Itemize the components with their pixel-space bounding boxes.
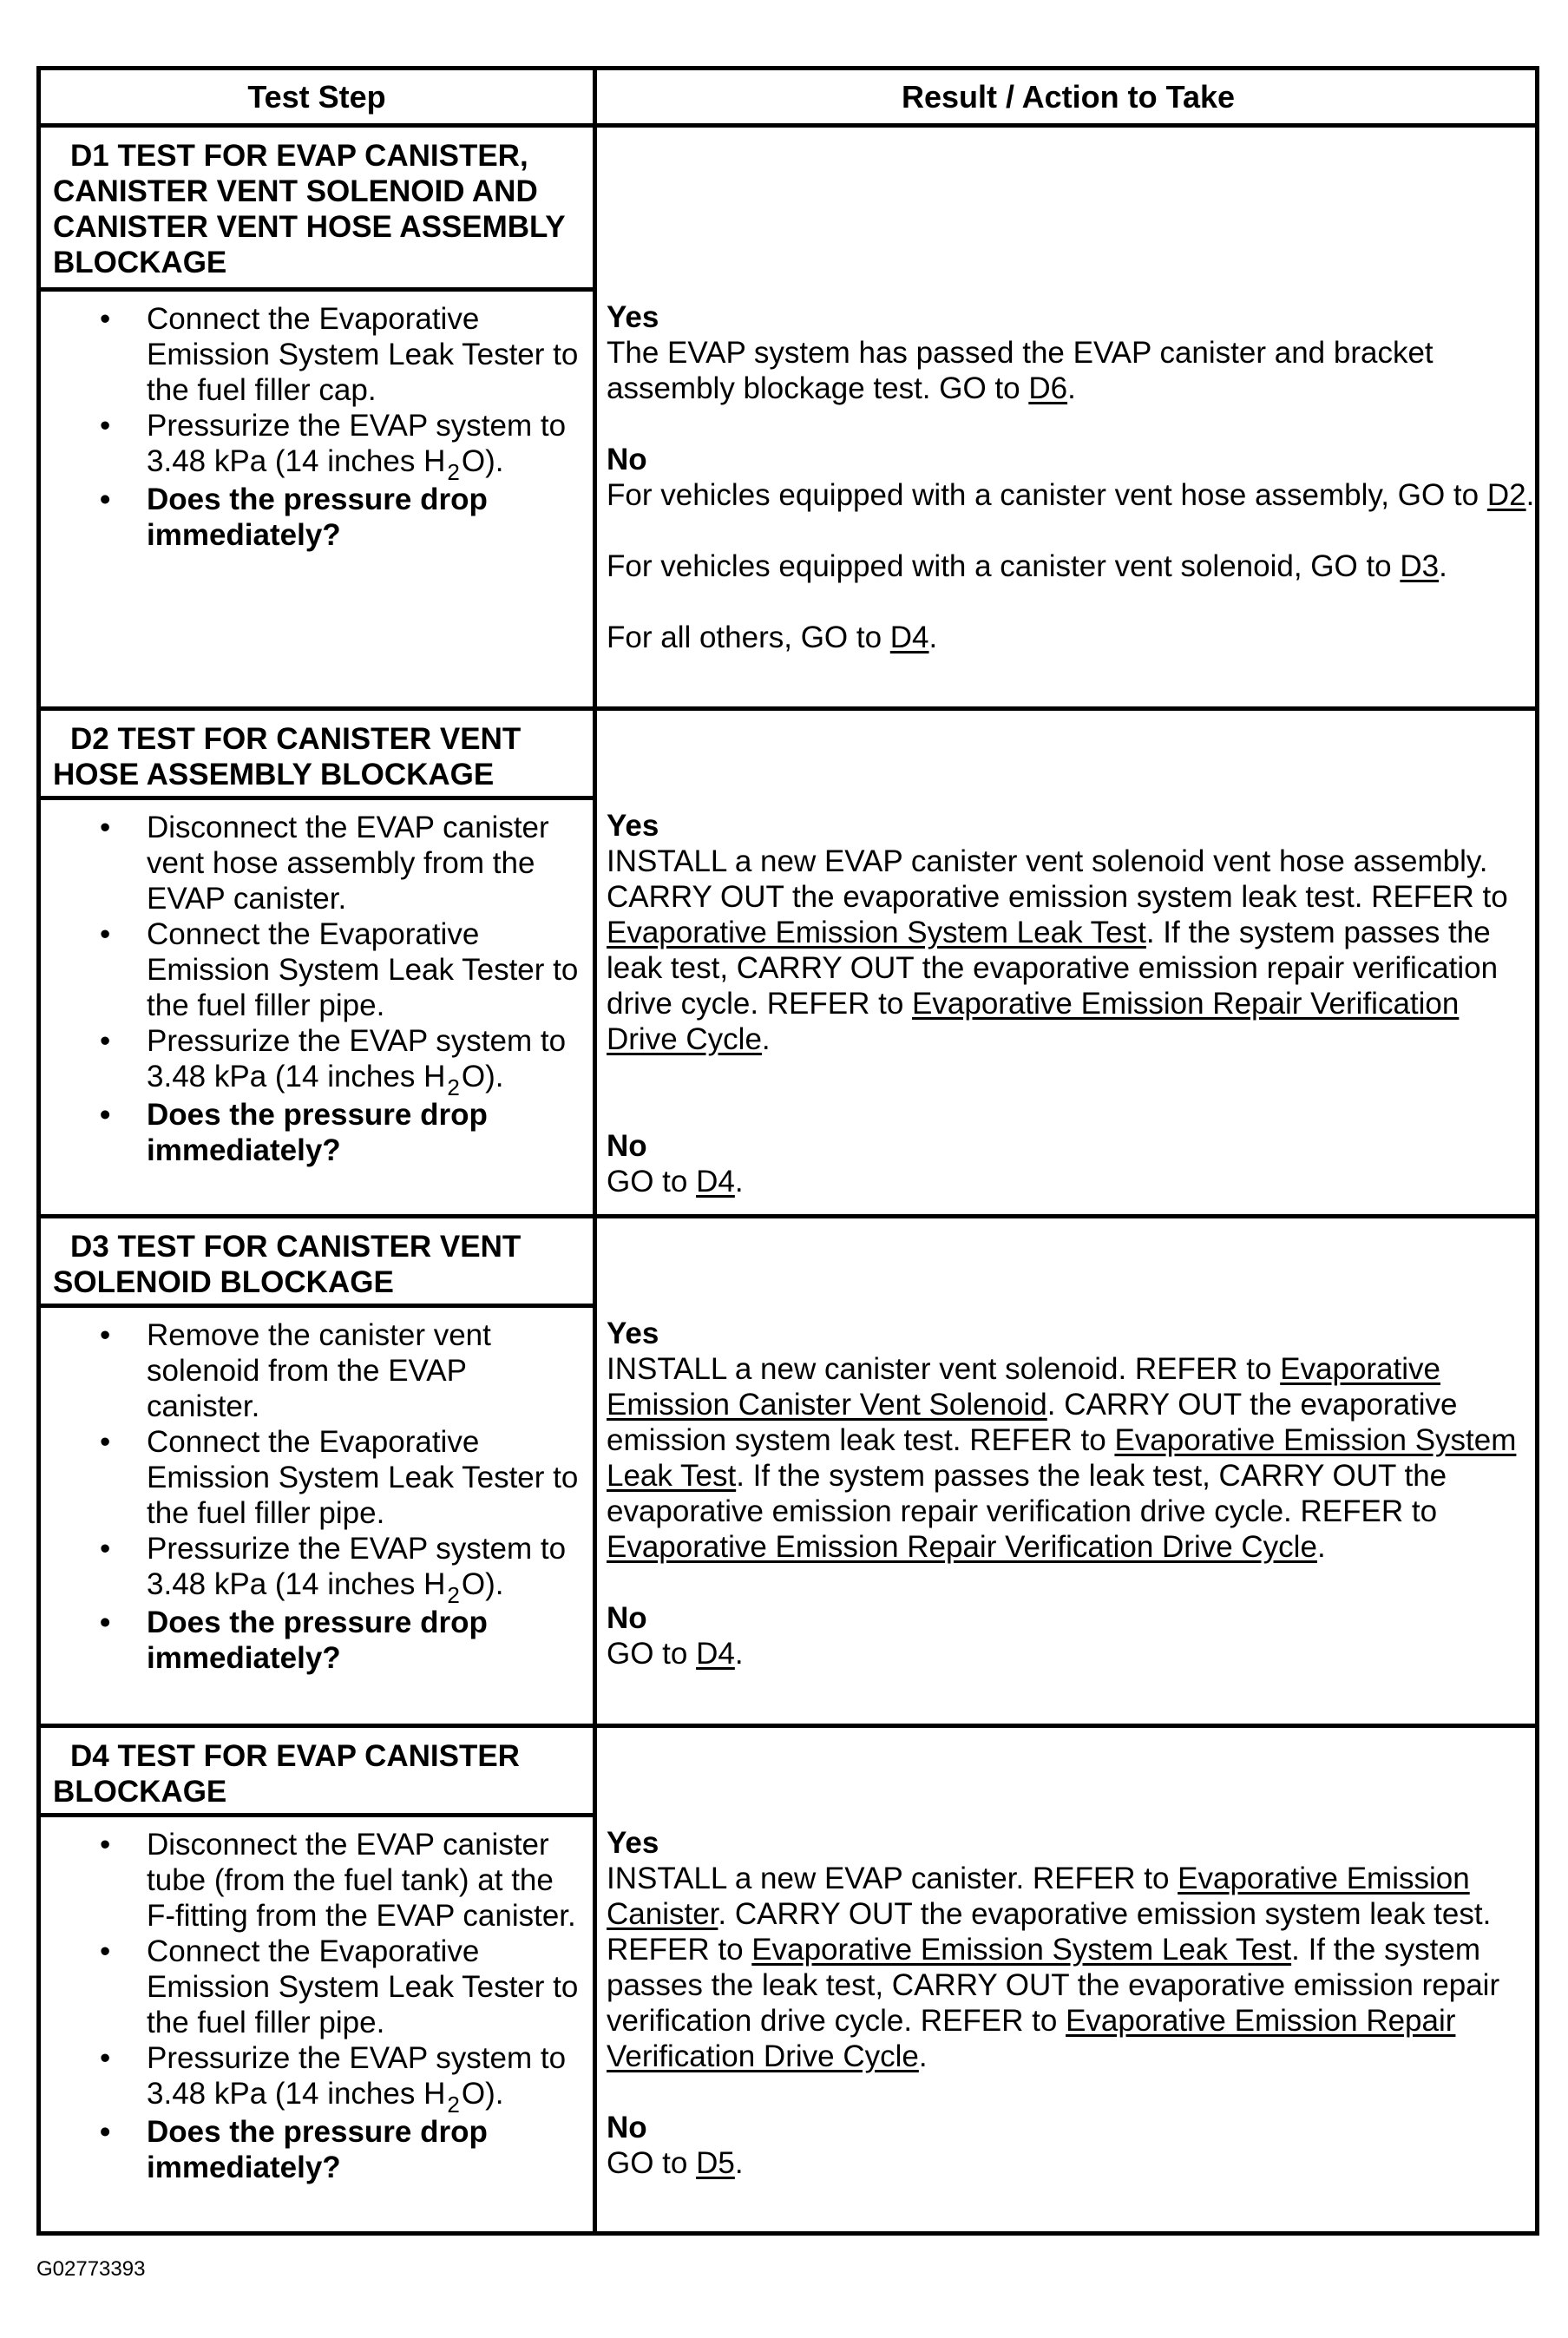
link-canister-vent-solenoid[interactable]: Evaporative Emission Canister Vent Solenoid: [607, 1352, 1441, 1422]
no-action-all-others: For all others, GO to D4.: [607, 621, 938, 654]
bullet-icon: •: [100, 409, 111, 443]
results-d2: [607, 808, 1535, 1199]
no-action-vent-solenoid: For vehicles equipped with a canister vent solenoid, GO to D3.: [607, 549, 1447, 583]
results-d1: [607, 299, 1535, 655]
figure-id: G02773393: [36, 2257, 146, 2281]
step-number: D4: [70, 1739, 109, 1773]
link-verification-drive-cycle[interactable]: Evaporative Emission Repair Verification Drive Cycle: [607, 987, 1460, 1056]
header-test-step: Test Step: [247, 78, 386, 115]
list-item-question: • Does the pressure drop immediately?: [100, 483, 488, 552]
link-d4[interactable]: D4: [889, 621, 929, 654]
bullet-icon: •: [100, 1828, 111, 1862]
list-item-question: • Does the pressure drop immediately?: [100, 1098, 488, 1167]
step-title-d1: [41, 128, 593, 292]
no-action: GO to D5.: [607, 2146, 744, 2180]
step-list-d1: [41, 301, 593, 553]
step-list-d4: [41, 1827, 593, 2185]
table-header-row: [41, 70, 1535, 128]
list-item: • Remove the canister vent solenoid from the EVAP canister.: [100, 1318, 491, 1423]
results-d4: [607, 1825, 1535, 2181]
list-item: • Pressurize the EVAP system to 3.48 kPa (14 inches $H_2O$).: [100, 1532, 567, 1608]
bullet-icon: •: [100, 917, 111, 951]
list-item: • Disconnect the EVAP canister tube (from the fuel tank) at the F-fitting from the EVAP canister.: [100, 1828, 576, 1933]
list-item-question: • Does the pressure drop immediately?: [100, 2115, 488, 2184]
step-title-text: TEST FOR CANISTER VENT HOSE ASSEMBLY BLOCKAGE: [53, 722, 522, 791]
yes-label: Yes: [607, 300, 659, 334]
no-label: No: [607, 1129, 647, 1163]
step-title-d4: [41, 1728, 593, 1817]
yes-label: Yes: [607, 1317, 659, 1350]
bullet-icon: •: [100, 483, 111, 516]
bullet-icon: •: [100, 302, 111, 336]
link-d5[interactable]: D5: [696, 2146, 735, 2180]
section-d3: [41, 1218, 1535, 1728]
subscript: 2: [447, 459, 460, 485]
yes-action: INSTALL a new EVAP canister. REFER to Evaporative Emission Canister. CARRY OUT the evaporative emission system leak test. REFER to Evaporative Emission System Leak Test. If the system passes the leak test, CARRY OUT the evaporative emission repair verification drive cycle. REFER to Evaporative Emission Repair Verification Drive Cycle.: [607, 1862, 1500, 2073]
bullet-icon: •: [100, 1024, 111, 1058]
step-title-text: TEST FOR EVAP CANISTER BLOCKAGE: [53, 1739, 520, 1809]
list-item: • Pressurize the EVAP system to 3.48 kPa (14 inches $H_2O$).: [100, 1024, 567, 1100]
results-d3: [607, 1316, 1535, 1671]
no-label: No: [607, 443, 647, 476]
link-d4[interactable]: D4: [696, 1165, 735, 1199]
test-step-table: [36, 66, 1539, 2236]
list-item: • Disconnect the EVAP canister vent hose assembly from the EVAP canister.: [100, 811, 549, 916]
step-title-d3: [41, 1218, 593, 1308]
step-number: D2: [70, 722, 109, 756]
list-item: • Connect the Evaporative Emission System Leak Tester to the fuel filler cap.: [100, 302, 579, 407]
list-item-question: • Does the pressure drop immediately?: [100, 1606, 488, 1675]
yes-label: Yes: [607, 1826, 659, 1860]
link-leak-test[interactable]: Evaporative Emission System Leak Test: [751, 1933, 1292, 1967]
bullet-icon: •: [100, 1098, 111, 1132]
link-d4[interactable]: D4: [696, 1637, 735, 1671]
section-d4: [41, 1728, 1535, 2236]
list-item: • Connect the Evaporative Emission System Leak Tester to the fuel filler pipe.: [100, 917, 579, 1022]
link-leak-test[interactable]: Evaporative Emission System Leak Test: [607, 1423, 1517, 1493]
list-item: • Connect the Evaporative Emission System Leak Tester to the fuel filler pipe.: [100, 1425, 579, 1530]
step-title-text: TEST FOR CANISTER VENT SOLENOID BLOCKAGE: [53, 1230, 522, 1299]
list-item: • Pressurize the EVAP system to 3.48 kPa (14 inches $H_2O$).: [100, 409, 567, 485]
no-action: GO to D4.: [607, 1637, 744, 1671]
section-d2: [41, 711, 1535, 1218]
step-list-d2: [41, 810, 593, 1168]
step-title-d2: [41, 711, 593, 800]
subscript: 2: [447, 1582, 460, 1608]
list-item: • Connect the Evaporative Emission System Leak Tester to the fuel filler pipe.: [100, 1934, 579, 2039]
step-list-d3: [41, 1317, 593, 1676]
bullet-icon: •: [100, 1425, 111, 1459]
bullet-icon: •: [100, 811, 111, 844]
bullet-icon: •: [100, 2115, 111, 2149]
no-label: No: [607, 1601, 647, 1635]
link-leak-test[interactable]: Evaporative Emission System Leak Test: [607, 916, 1146, 949]
subscript: 2: [447, 2092, 460, 2118]
link-verification-drive-cycle[interactable]: Evaporative Emission Repair Verification Drive Cycle: [607, 2004, 1456, 2073]
yes-action: INSTALL a new canister vent solenoid. REFER to Evaporative Emission Canister Vent Solenoid. CARRY OUT the evaporative emission system leak test. REFER to Evaporative Emission System Leak Test. If the system passes the leak test, CARRY OUT the evaporative emission repair verification drive cycle. REFER to Evaporative Emission Repair Verification Drive Cycle.: [607, 1352, 1517, 1564]
yes-action: The EVAP system has passed the EVAP canister and bracket assembly blockage test. GO to D6.: [607, 336, 1434, 405]
bullet-icon: •: [100, 1532, 111, 1566]
header-result-action: Result / Action to Take: [901, 78, 1236, 115]
subscript: 2: [447, 1074, 460, 1100]
link-verification-drive-cycle[interactable]: Evaporative Emission Repair Verification Drive Cycle: [607, 1530, 1317, 1564]
step-number: D1: [70, 139, 109, 173]
no-action: GO to D4.: [607, 1165, 744, 1199]
step-title-text: TEST FOR EVAP CANISTER, CANISTER VENT SOLENOID AND CANISTER VENT HOSE ASSEMBLY BLOCKAGE: [53, 139, 565, 279]
bullet-icon: •: [100, 1934, 111, 1968]
bullet-icon: •: [100, 2041, 111, 2075]
yes-action: INSTALL a new EVAP canister vent solenoid vent hose assembly. CARRY OUT the evaporative emission system leak test. REFER to Evaporative Emission System Leak Test. If the system passes the leak test, CARRY OUT the evaporative emission repair verification drive cycle. REFER to Evaporative Emission Repair Verification Drive Cycle.: [607, 844, 1508, 1056]
section-d1: [41, 128, 1535, 711]
link-d3[interactable]: D3: [1400, 549, 1440, 583]
bullet-icon: •: [100, 1318, 111, 1352]
link-evap-canister[interactable]: Evaporative Emission Canister: [607, 1862, 1470, 1931]
list-item: • Pressurize the EVAP system to 3.48 kPa (14 inches $H_2O$).: [100, 2041, 567, 2118]
no-label: No: [607, 2111, 647, 2144]
no-action-vent-hose: For vehicles equipped with a canister vent hose assembly, GO to D2.: [607, 478, 1535, 512]
bullet-icon: •: [100, 1606, 111, 1639]
step-number: D3: [70, 1230, 109, 1264]
link-d6[interactable]: D6: [1028, 371, 1068, 405]
link-d2[interactable]: D2: [1486, 478, 1526, 512]
yes-label: Yes: [607, 809, 659, 843]
